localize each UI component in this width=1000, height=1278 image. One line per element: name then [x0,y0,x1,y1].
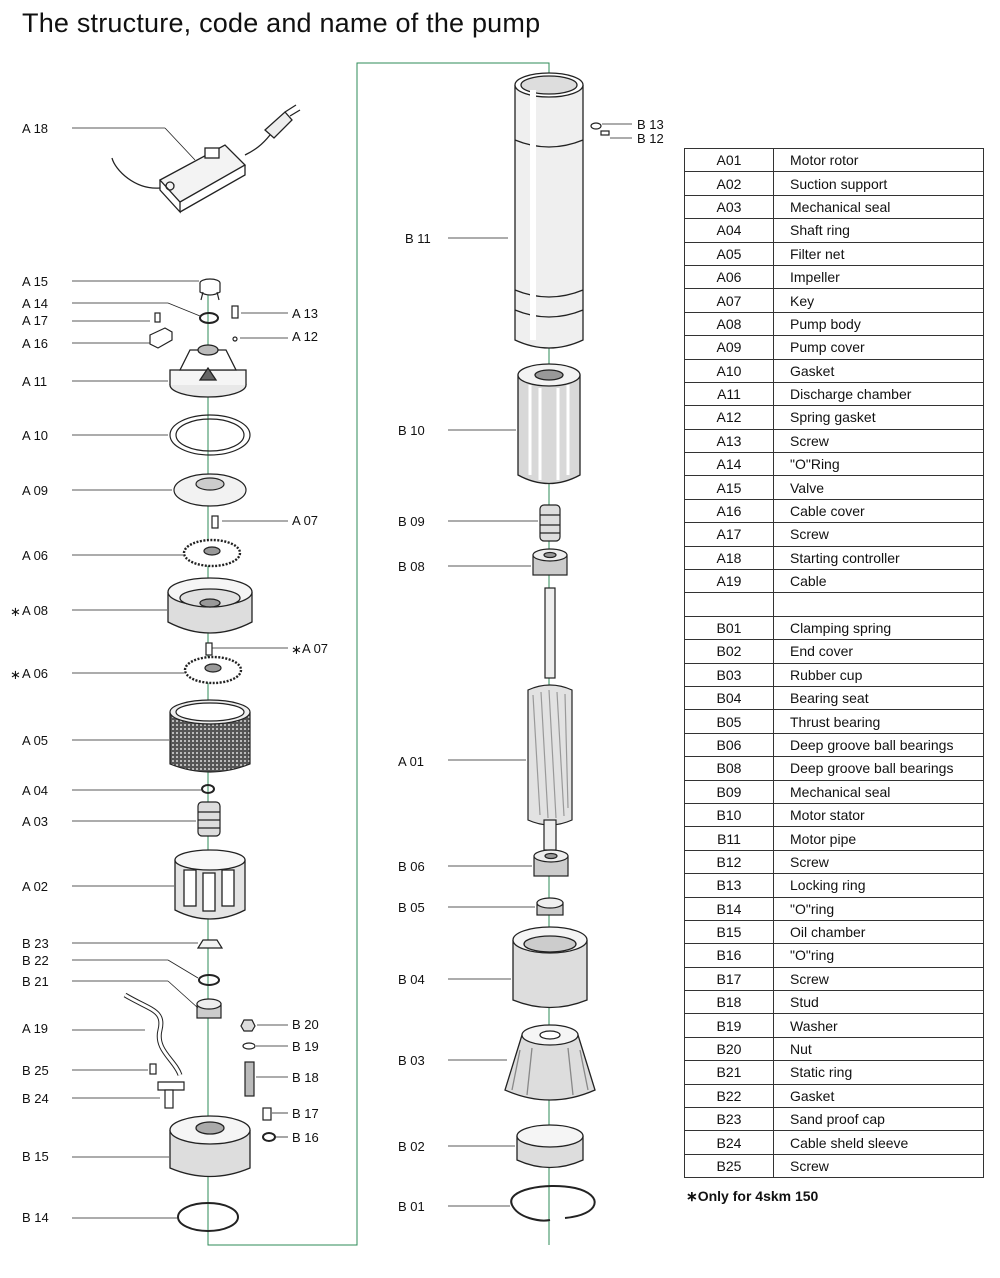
part-code-cell: B22 [685,1084,774,1107]
parts-table-row [685,1108,984,1131]
static-ring-drawing [197,999,221,1018]
label-b16: B 16 [292,1130,319,1145]
part-code-cell: B24 [685,1131,774,1154]
label-b18: B 18 [292,1070,319,1085]
label-b21: B 21 [22,974,49,989]
label-a04: A 04 [22,783,49,798]
bearing-b08-drawing [533,549,567,575]
part-code-cell: B09 [685,780,774,803]
part-name-cell: Cable [774,570,984,593]
parts-table-row [685,757,984,780]
part-code-cell: B03 [685,663,774,686]
part-code-cell: B16 [685,944,774,967]
part-code-cell: A03 [685,195,774,218]
parts-table-row [685,453,984,476]
cable-cover-drawing [150,313,172,348]
part-name-cell: Screw [774,429,984,452]
label-b15: B 15 [22,1149,49,1164]
parts-table-row [685,289,984,312]
parts-table-row [685,476,984,499]
part-code-cell: B05 [685,710,774,733]
parts-table-row [685,219,984,242]
part-code-cell: B17 [685,967,774,990]
label-a09: A 09 [22,483,49,498]
part-name-cell: Bearing seat [774,686,984,709]
part-name-cell: Mechanical seal [774,780,984,803]
part-code-cell: B23 [685,1108,774,1131]
motor-rotor-drawing [528,588,572,850]
label-a02: A 02 [22,879,49,894]
o-ring-a14-drawing [200,313,218,323]
part-code-cell: B21 [685,1061,774,1084]
label-b20: B 20 [292,1017,319,1032]
parts-table-row [685,265,984,288]
part-name-cell: Discharge chamber [774,382,984,405]
rubber-cup-drawing [505,1025,595,1100]
label-a16: A 16 [22,336,49,351]
parts-table-row [685,1154,984,1177]
part-code-cell: B18 [685,991,774,1014]
parts-table-row [685,406,984,429]
part-name-cell: Pump cover [774,336,984,359]
part-code-cell [685,593,774,616]
part-name-cell: Pump body [774,312,984,335]
part-code-cell: A10 [685,359,774,382]
part-code-cell: B08 [685,757,774,780]
part-name-cell: Washer [774,1014,984,1037]
locking-ring-drawing [591,123,609,135]
label-a05: A 05 [22,733,49,748]
parts-table-row [685,546,984,569]
part-name-cell: Deep groove ball bearings [774,757,984,780]
part-code-cell: A15 [685,476,774,499]
valve-drawing [200,279,220,300]
part-name-cell: Starting controller [774,546,984,569]
part-code-cell: A07 [685,289,774,312]
parts-table-row [685,1084,984,1107]
label-b08: B 08 [398,559,425,574]
parts-table-row [685,149,984,172]
parts-table-row [685,710,984,733]
part-code-cell: A08 [685,312,774,335]
part-code-cell: A05 [685,242,774,265]
part-name-cell: Impeller [774,265,984,288]
part-name-cell: Gasket [774,359,984,382]
part-name-cell: Motor rotor [774,149,984,172]
part-code-cell: B15 [685,920,774,943]
part-code-cell: A16 [685,499,774,522]
part-code-cell: A19 [685,570,774,593]
part-name-cell: Clamping spring [774,616,984,639]
oil-chamber-drawing [170,1116,250,1177]
label-a03: A 03 [22,814,49,829]
part-code-cell: B04 [685,686,774,709]
part-code-cell: B13 [685,874,774,897]
sand-proof-cap-drawing [198,940,222,948]
part-code-cell: A14 [685,453,774,476]
parts-table-row [685,195,984,218]
parts-table-row [685,827,984,850]
part-code-cell: A09 [685,336,774,359]
label-a10: A 10 [22,428,49,443]
footnote: ∗Only for 4skm 150 [686,1188,819,1204]
parts-table-row [685,499,984,522]
mechanical-seal-b09-drawing [540,505,560,541]
pump-cover-drawing [174,474,246,506]
label-a01: A 01 [398,754,425,769]
part-code-cell: B19 [685,1014,774,1037]
label-b05: B 05 [398,900,425,915]
thrust-bearing-drawing [537,898,563,915]
part-name-cell: Filter net [774,242,984,265]
label-a11: A 11 [22,374,48,389]
label-a06-star: A 06 [22,666,49,681]
parts-table-row [685,570,984,593]
parts-table-row [685,593,984,616]
star-a08: ∗ [10,604,21,619]
part-name-cell: Mechanical seal [774,195,984,218]
label-b02: B 02 [398,1139,425,1154]
label-b01: B 01 [398,1199,425,1214]
part-name-cell: Rubber cup [774,663,984,686]
screw-a13-drawing [232,306,238,341]
part-name-cell: Sand proof cap [774,1108,984,1131]
parts-table-row [685,1061,984,1084]
label-b11: B 11 [405,231,431,246]
star-a06: ∗ [10,667,21,682]
label-b04: B 04 [398,972,425,987]
label-a18: A 18 [22,121,49,136]
label-a19: A 19 [22,1021,49,1036]
key-a07-drawing [212,516,218,528]
label-b24: B 24 [22,1091,49,1106]
page-title: The structure, code and name of the pump [22,8,541,38]
part-name-cell: Valve [774,476,984,499]
parts-table-row [685,1037,984,1060]
parts-table-row [685,686,984,709]
parts-table-row [685,967,984,990]
part-name-cell: "O"ring [774,944,984,967]
label-a06: A 06 [22,548,49,563]
pump-body-drawing [168,578,252,633]
part-name-cell: Spring gasket [774,406,984,429]
parts-table-row [685,733,984,756]
part-name-cell: Screw [774,967,984,990]
part-name-cell: "O"Ring [774,453,984,476]
label-a07: A 07 [292,513,319,528]
label-b12: B 12 [637,131,664,146]
part-name-cell: Static ring [774,1061,984,1084]
parts-table-row [685,780,984,803]
part-name-cell: Screw [774,1154,984,1177]
parts-table-row [685,312,984,335]
parts-table-row [685,336,984,359]
part-name-cell: Screw [774,850,984,873]
part-code-cell: A02 [685,172,774,195]
impeller-drawing [184,540,240,566]
part-code-cell: B10 [685,803,774,826]
assembly-axis-line [208,63,549,1245]
part-code-cell: A06 [685,265,774,288]
part-name-cell: Deep groove ball bearings [774,733,984,756]
part-code-cell: B14 [685,897,774,920]
part-name-cell: Motor pipe [774,827,984,850]
part-code-cell: B20 [685,1037,774,1060]
motor-pipe-drawing [515,73,583,348]
label-a12: A 12 [292,329,319,344]
part-name-cell: Locking ring [774,874,984,897]
parts-table-row [685,944,984,967]
label-b09: B 09 [398,514,425,529]
motor-stator-drawing [518,364,580,484]
part-name-cell: Motor stator [774,803,984,826]
part-name-cell: Thrust bearing [774,710,984,733]
label-a13: A 13 [292,306,319,321]
parts-table-row [685,803,984,826]
part-code-cell: A01 [685,149,774,172]
part-code-cell: A12 [685,406,774,429]
label-b06: B 06 [398,859,425,874]
label-a14: A 14 [22,296,49,311]
parts-table-row [685,429,984,452]
label-a08-star: A 08 [22,603,49,618]
part-name-cell: Oil chamber [774,920,984,943]
label-a17: A 17 [22,313,49,328]
parts-table-row [685,897,984,920]
part-code-cell: A17 [685,523,774,546]
bearing-b06-drawing [534,850,568,876]
filter-net-drawing [170,700,250,772]
key-a07-star-drawing [206,643,212,655]
part-name-cell: Screw [774,523,984,546]
part-code-cell: B12 [685,850,774,873]
parts-table-row [685,382,984,405]
part-name-cell: Stud [774,991,984,1014]
label-b25: B 25 [22,1063,49,1078]
part-name-cell: Gasket [774,1084,984,1107]
label-a07-star: A 07 [302,641,329,656]
parts-table-row [685,1014,984,1037]
parts-table-row [685,991,984,1014]
label-b03: B 03 [398,1053,425,1068]
part-code-cell: A18 [685,546,774,569]
starting-controller-drawing [112,105,300,212]
label-b19: B 19 [292,1039,319,1054]
label-b17: B 17 [292,1106,319,1121]
impeller-star-drawing [185,657,241,683]
part-code-cell: A11 [685,382,774,405]
suction-support-drawing [175,850,245,919]
star-a07: ∗ [291,642,302,657]
stud-assembly-drawing [241,1020,275,1141]
part-code-cell: B06 [685,733,774,756]
part-name-cell: Key [774,289,984,312]
discharge-chamber-drawing [170,345,246,397]
gasket-b22-drawing [199,975,219,985]
part-code-cell: B11 [685,827,774,850]
part-code-cell: B01 [685,616,774,639]
mechanical-seal-a03-drawing [198,802,220,836]
part-name-cell: Nut [774,1037,984,1060]
end-cover-drawing [517,1125,583,1168]
part-name-cell: Shaft ring [774,219,984,242]
part-code-cell: B25 [685,1154,774,1177]
parts-table-row [685,874,984,897]
parts-table-row [685,523,984,546]
parts-table-row [685,920,984,943]
parts-table-row [685,663,984,686]
label-b10: B 10 [398,423,425,438]
label-b22: B 22 [22,953,49,968]
part-code-cell: B02 [685,640,774,663]
parts-table-row [685,640,984,663]
parts-table-row [685,242,984,265]
parts-table-row [685,850,984,873]
parts-table-row [685,359,984,382]
part-name-cell: "O"ring [774,897,984,920]
label-b14: B 14 [22,1210,49,1225]
part-code-cell: A13 [685,429,774,452]
part-name-cell: Cable sheld sleeve [774,1131,984,1154]
bearing-seat-drawing [513,927,587,1008]
gasket-a10-drawing [170,415,250,455]
part-name-cell: Cable cover [774,499,984,522]
part-name-cell: End cover [774,640,984,663]
label-b13: B 13 [637,117,664,132]
part-code-cell: A04 [685,219,774,242]
parts-table [684,148,984,1178]
label-a15: A 15 [22,274,49,289]
parts-table-row [685,1131,984,1154]
label-b23: B 23 [22,936,49,951]
part-name-cell [774,593,984,616]
parts-table-row [685,172,984,195]
part-name-cell: Suction support [774,172,984,195]
clamping-spring-drawing [511,1186,595,1220]
parts-table-row [685,616,984,639]
